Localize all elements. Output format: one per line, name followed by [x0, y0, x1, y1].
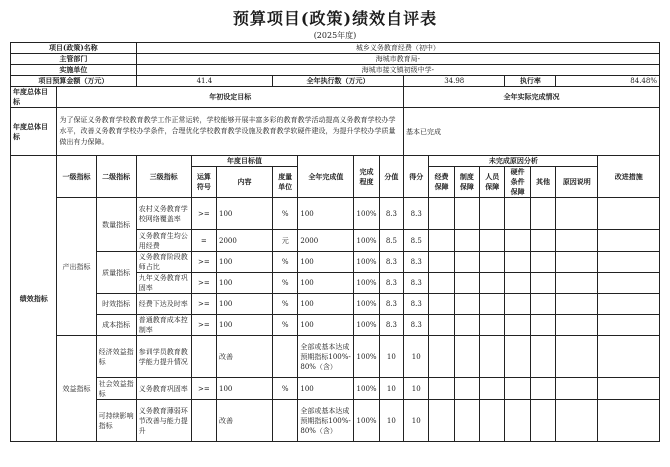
- dept-label: 主管部门: [11, 54, 137, 65]
- goals-header-row: [11, 87, 660, 108]
- got-cell: 8.3: [404, 294, 429, 315]
- rate-value: 84.48%: [556, 76, 660, 87]
- reason-cell: [505, 252, 530, 273]
- operator-cell: [191, 336, 216, 378]
- content-cell: 100: [217, 198, 273, 230]
- completed-cell: 全部或基本达成预期指标100%-80%（含）: [298, 336, 354, 378]
- level2-social: 社会效益指标: [96, 378, 136, 400]
- reason-cell: [505, 294, 530, 315]
- header-unit: 度量单位: [273, 167, 298, 198]
- budget-label: 项目预算金额（万元）: [11, 76, 137, 87]
- fix-cell: [598, 400, 660, 442]
- name-value: 城乡义务教育经费（初中）: [136, 43, 659, 54]
- operator-cell: >=: [191, 273, 216, 294]
- goals-initial-text: 为了保证义务教育学校教育教学工作正常运转，学校能够开展丰富多彩的教育教学活动提高义务教育学校办学水平，改善义务教育学校办学条件，合理优化学校教育教学设施及教育教学软硬件建设，为提升学校办学质量做出有力保障。: [57, 108, 404, 156]
- content-cell: 100: [217, 294, 273, 315]
- operator-cell: [191, 400, 216, 442]
- reason-cell: [505, 315, 530, 336]
- table-row: [11, 378, 660, 400]
- got-cell: 8.5: [404, 230, 429, 252]
- header-level2: 二级指标: [96, 156, 136, 198]
- operator-cell: >=: [191, 198, 216, 230]
- reason-cell: [429, 198, 454, 230]
- fix-cell: [598, 294, 660, 315]
- reason-cell: [556, 252, 598, 273]
- fix-cell: [598, 378, 660, 400]
- reason-cell: [480, 336, 505, 378]
- level2-quantity: 数量指标: [96, 198, 136, 252]
- operator-cell: >=: [191, 378, 216, 400]
- indicators-section-label: 绩效指标: [11, 156, 57, 442]
- reason-cell: [505, 230, 530, 252]
- score-cell: 10: [379, 378, 403, 400]
- table-row: [11, 315, 660, 336]
- reason-cell: [556, 198, 598, 230]
- got-cell: 10: [404, 400, 429, 442]
- reason-cell: [530, 378, 555, 400]
- operator-cell: =: [191, 230, 216, 252]
- header-got: 得分: [404, 156, 429, 198]
- fix-cell: [598, 273, 660, 294]
- reason-cell: [429, 273, 454, 294]
- unit-cell: %: [273, 252, 298, 273]
- reason-cell: [454, 198, 479, 230]
- got-cell: 10: [404, 336, 429, 378]
- score-cell: 8.3: [379, 294, 403, 315]
- content-cell: 100: [217, 315, 273, 336]
- reason-cell: [454, 336, 479, 378]
- page-subtitle: (2025年度): [313, 31, 357, 40]
- reason-cell: [454, 230, 479, 252]
- header-r5: 其他: [530, 167, 555, 198]
- content-cell: 100: [217, 252, 273, 273]
- header-r3: 人员保障: [480, 167, 505, 198]
- reason-cell: [429, 252, 454, 273]
- level3-cell: 参训学员教育教学能力提升情况: [136, 336, 191, 378]
- reason-cell: [429, 294, 454, 315]
- header-annual-target: 年度目标值: [191, 156, 298, 167]
- level2-economic: 经济效益指标: [96, 336, 136, 378]
- degree-cell: 100%: [354, 378, 379, 400]
- level2-sustain: 可持续影响指标: [96, 400, 136, 442]
- table-row: [11, 252, 660, 273]
- header-level1: 一级指标: [57, 156, 96, 198]
- reason-cell: [505, 273, 530, 294]
- reason-cell: [530, 294, 555, 315]
- level3-cell: 义务教育生均公用经费: [136, 230, 191, 252]
- info-row-name: [11, 43, 660, 54]
- exec-value: 34.98: [404, 76, 505, 87]
- header-operator: 运算符号: [191, 167, 216, 198]
- completed-cell: 2000: [298, 230, 354, 252]
- fix-cell: [598, 315, 660, 336]
- degree-cell: 100%: [354, 336, 379, 378]
- reason-cell: [505, 198, 530, 230]
- header-r4: 硬件条件保障: [505, 167, 530, 198]
- goals-initial-header: 年初设定目标: [57, 87, 404, 108]
- reason-cell: [480, 294, 505, 315]
- reason-cell: [429, 336, 454, 378]
- reason-cell: [530, 315, 555, 336]
- reason-cell: [505, 400, 530, 442]
- info-row-budget: [11, 76, 660, 87]
- header-r6: 原因说明: [556, 167, 598, 198]
- reason-cell: [530, 252, 555, 273]
- operator-cell: >=: [191, 315, 216, 336]
- reason-cell: [505, 336, 530, 378]
- completed-cell: 100: [298, 198, 354, 230]
- completed-cell: 100: [298, 315, 354, 336]
- reason-cell: [556, 315, 598, 336]
- fix-cell: [598, 252, 660, 273]
- got-cell: 10: [404, 378, 429, 400]
- reason-cell: [556, 336, 598, 378]
- score-cell: 8.3: [379, 315, 403, 336]
- unit-label: 实施单位: [11, 65, 137, 76]
- content-cell: 100: [217, 378, 273, 400]
- unit-cell: 元: [273, 230, 298, 252]
- reason-cell: [530, 336, 555, 378]
- reason-cell: [454, 252, 479, 273]
- content-cell: 2000: [217, 230, 273, 252]
- reason-cell: [454, 378, 479, 400]
- goals-row-label: 年度总体目标: [11, 87, 57, 108]
- header-degree: 完成程度: [354, 156, 379, 198]
- reason-cell: [429, 230, 454, 252]
- info-row-dept: [11, 54, 660, 65]
- rate-label: 执行率: [505, 76, 556, 87]
- reason-cell: [556, 400, 598, 442]
- info-row-unit: [11, 65, 660, 76]
- level3-cell: 义务教育阶段教师占比: [136, 252, 191, 273]
- score-cell: 8.3: [379, 198, 403, 230]
- completed-cell: 100: [298, 252, 354, 273]
- degree-cell: 100%: [354, 294, 379, 315]
- reason-cell: [530, 273, 555, 294]
- degree-cell: 100%: [354, 230, 379, 252]
- header-score: 分值: [379, 156, 403, 198]
- got-cell: 8.3: [404, 315, 429, 336]
- unit-cell: [273, 400, 298, 442]
- goals-row-label-2: 年度总体目标: [11, 108, 57, 156]
- table-row: [11, 198, 660, 230]
- level1-output: 产出指标: [57, 198, 96, 336]
- content-cell: 改善: [217, 336, 273, 378]
- level1-benefit: 效益指标: [57, 336, 96, 442]
- score-cell: 8.3: [379, 252, 403, 273]
- reason-cell: [480, 315, 505, 336]
- level3-cell: 义务教育薄弱环节改善与能力提升: [136, 400, 191, 442]
- reason-cell: [480, 400, 505, 442]
- score-cell: 10: [379, 400, 403, 442]
- reason-cell: [480, 252, 505, 273]
- unit-cell: %: [273, 294, 298, 315]
- content-cell: 100: [217, 273, 273, 294]
- table-row: [11, 294, 660, 315]
- reason-cell: [454, 294, 479, 315]
- completed-cell: 100: [298, 294, 354, 315]
- score-cell: 8.3: [379, 273, 403, 294]
- dept-value: 海城市教育局-: [136, 54, 659, 65]
- fix-cell: [598, 230, 660, 252]
- header-level3: 三级指标: [136, 156, 191, 198]
- unit-cell: %: [273, 315, 298, 336]
- reason-cell: [429, 378, 454, 400]
- completed-cell: 100: [298, 378, 354, 400]
- reason-cell: [454, 315, 479, 336]
- reason-cell: [556, 294, 598, 315]
- fix-cell: [598, 336, 660, 378]
- reason-cell: [556, 273, 598, 294]
- level3-cell: 农村义务教育学校网络覆盖率: [136, 198, 191, 230]
- unit-cell: %: [273, 273, 298, 294]
- operator-cell: >=: [191, 294, 216, 315]
- reason-cell: [454, 400, 479, 442]
- degree-cell: 100%: [354, 400, 379, 442]
- degree-cell: 100%: [354, 198, 379, 230]
- reason-cell: [454, 273, 479, 294]
- header-reasons: 未完成原因分析: [429, 156, 598, 167]
- level3-cell: 九年义务教育巩固率: [136, 273, 191, 294]
- goals-actual-text: 基本已完成: [404, 108, 660, 156]
- indicator-header-row-1: [11, 156, 660, 167]
- header-content: 内容: [217, 167, 273, 198]
- header-completed: 全年完成值: [298, 156, 354, 198]
- goals-content-row: [11, 108, 660, 156]
- exec-label: 全年执行数（万元）: [273, 76, 404, 87]
- got-cell: 8.3: [404, 198, 429, 230]
- unit-cell: [273, 336, 298, 378]
- goals-actual-header: 全年实际完成情况: [404, 87, 660, 108]
- reason-cell: [480, 230, 505, 252]
- page-title: 预算项目(政策)绩效自评表: [232, 9, 438, 28]
- reason-cell: [429, 315, 454, 336]
- evaluation-table: [10, 42, 660, 442]
- fix-cell: [598, 198, 660, 230]
- header-r1: 经费保障: [429, 167, 454, 198]
- reason-cell: [480, 198, 505, 230]
- degree-cell: 100%: [354, 252, 379, 273]
- budget-value: 41.4: [136, 76, 272, 87]
- score-cell: 10: [379, 336, 403, 378]
- name-label: 项目(政策)名称: [11, 43, 137, 54]
- reason-cell: [556, 230, 598, 252]
- reason-cell: [530, 198, 555, 230]
- unit-value: 海城市接文镇初级中学-: [136, 65, 659, 76]
- header-fix: 改进措施: [598, 156, 660, 198]
- reason-cell: [505, 378, 530, 400]
- completed-cell: 全部或基本达成预期指标100%-80%（含）: [298, 400, 354, 442]
- level2-time: 时效指标: [96, 294, 136, 315]
- evaluation-sheet: [10, 8, 660, 442]
- reason-cell: [429, 400, 454, 442]
- got-cell: 8.3: [404, 252, 429, 273]
- reason-cell: [556, 378, 598, 400]
- score-cell: 8.5: [379, 230, 403, 252]
- degree-cell: 100%: [354, 315, 379, 336]
- table-row: [11, 400, 660, 442]
- level3-cell: 普通教育成本控制率: [136, 315, 191, 336]
- degree-cell: 100%: [354, 273, 379, 294]
- level2-quality: 质量指标: [96, 252, 136, 294]
- reason-cell: [530, 230, 555, 252]
- level2-cost: 成本指标: [96, 315, 136, 336]
- unit-cell: %: [273, 378, 298, 400]
- content-cell: 改善: [217, 400, 273, 442]
- header-r2: 制度保障: [454, 167, 479, 198]
- level3-cell: 经费下达及时率: [136, 294, 191, 315]
- level3-cell: 义务教育巩固率: [136, 378, 191, 400]
- reason-cell: [530, 400, 555, 442]
- got-cell: 8.3: [404, 273, 429, 294]
- operator-cell: >=: [191, 252, 216, 273]
- table-row: [11, 336, 660, 378]
- reason-cell: [480, 273, 505, 294]
- completed-cell: 100: [298, 273, 354, 294]
- unit-cell: %: [273, 198, 298, 230]
- reason-cell: [480, 378, 505, 400]
